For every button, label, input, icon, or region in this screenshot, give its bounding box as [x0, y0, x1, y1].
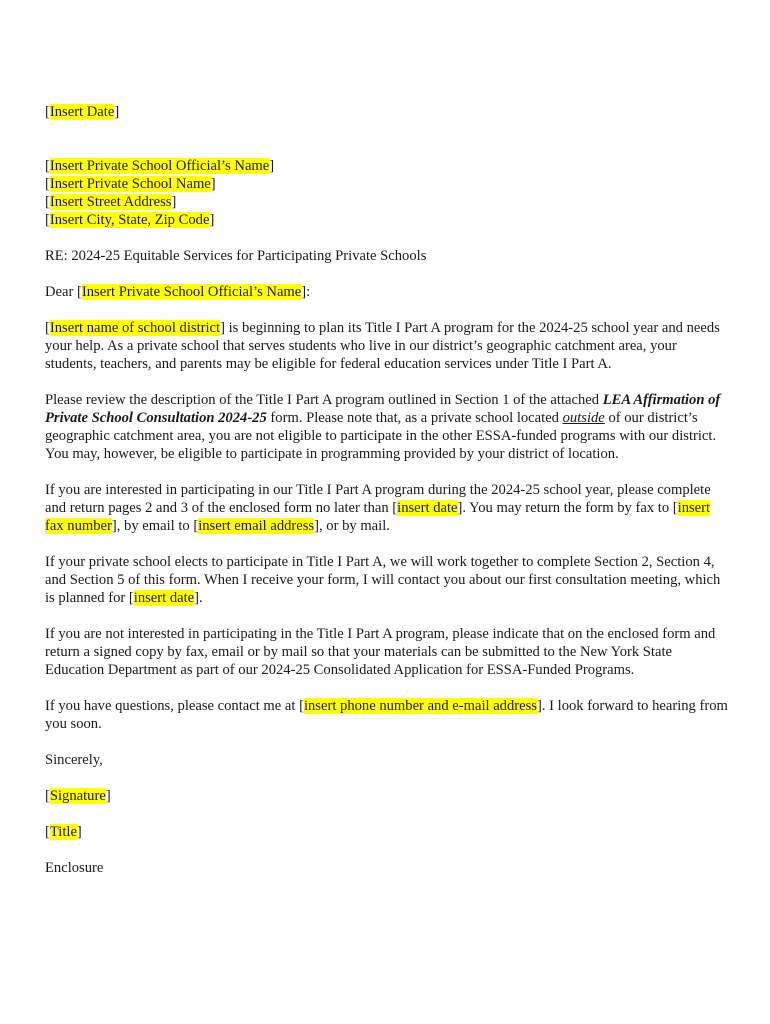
title-line: [Title] — [45, 824, 82, 840]
enclosure: Enclosure — [45, 860, 104, 876]
return-date-placeholder: insert date — [397, 500, 458, 516]
contact-placeholder: insert phone number and e-mail address — [303, 698, 537, 714]
address-official-name: [Insert Private School Official’s Name] — [45, 158, 275, 174]
meeting-date-placeholder: insert date — [133, 590, 195, 606]
email-address-placeholder: insert email address — [198, 518, 315, 534]
form-title: LEA Affirmation of Private School Consultation 2024-25 — [45, 392, 721, 426]
signature-placeholder: Signature — [49, 788, 106, 804]
letter-page — [45, 103, 729, 877]
paragraph-6: If you have questions, please contact me at [insert phone number and e-mail address]. I look forward to hearing from you soon. — [45, 698, 728, 732]
address-street: [Insert Street Address] — [45, 194, 177, 210]
title-placeholder: Title — [49, 824, 77, 840]
address-school-name: [Insert Private School Name] — [45, 176, 216, 192]
fax-number-placeholder: insert fax number — [45, 500, 711, 534]
salutation-name-placeholder: Insert Private School Official’s Name — [81, 284, 302, 300]
paragraph-5: If you are not interested in participating in the Title I Part A program, please indicate that on the enclosed form and return a signed copy by fax, email or by mail so that your materials can be submitted to the New York State Education Department as part of our 2024-25 Consolidated Application for ESSA-Funded Programs. — [45, 626, 716, 678]
address-city-state-zip: [Insert City, State, Zip Code] — [45, 212, 215, 228]
date-line: [Insert Date] — [45, 104, 120, 120]
date-placeholder: Insert Date — [49, 104, 115, 120]
signature-line: [Signature] — [45, 788, 111, 804]
paragraph-4: If your private school elects to participate in Title I Part A, we will work together to complete Section 2, Section 4, and Section 5 of this form. When I receive your form, I will contact you about our first consultation meeting, which is planned for [insert date]. — [45, 554, 721, 606]
district-name-placeholder: Insert name of school district — [49, 320, 221, 336]
paragraph-2: Please review the description of the Title I Part A program outlined in Section 1 of the attached LEA Affirmation of Private School Consultation 2024-25 form. Please note that, as a private school located outside of our district’s geographic catchment area, you are not eligible to participate in the other ESSA-funded programs with our district. You may, however, be eligible to participate in programming provided by your district of location. — [45, 392, 721, 462]
re-line: RE: 2024-25 Equitable Services for Participating Private Schools — [45, 248, 427, 264]
closing: Sincerely, — [45, 752, 103, 768]
salutation: Dear [Insert Private School Official’s Name]: — [45, 284, 311, 300]
recipient-address — [45, 157, 729, 229]
paragraph-3: If you are interested in participating in our Title I Part A program during the 2024-25 school year, please complete and return pages 2 and 3 of the enclosed form no later than [insert date]. You may return the form by fax to [insert fax number], by email to [insert email address], or by mail. — [45, 482, 711, 534]
outside-emphasis: outside — [562, 410, 605, 426]
paragraph-1: [Insert name of school district] is beginning to plan its Title I Part A program for the 2024-25 school year and needs your help. As a private school that serves students who live in our district’s geographic catchment area, your students, teachers, and parents may be eligible for federal education services under Title I Part A. — [45, 320, 720, 372]
